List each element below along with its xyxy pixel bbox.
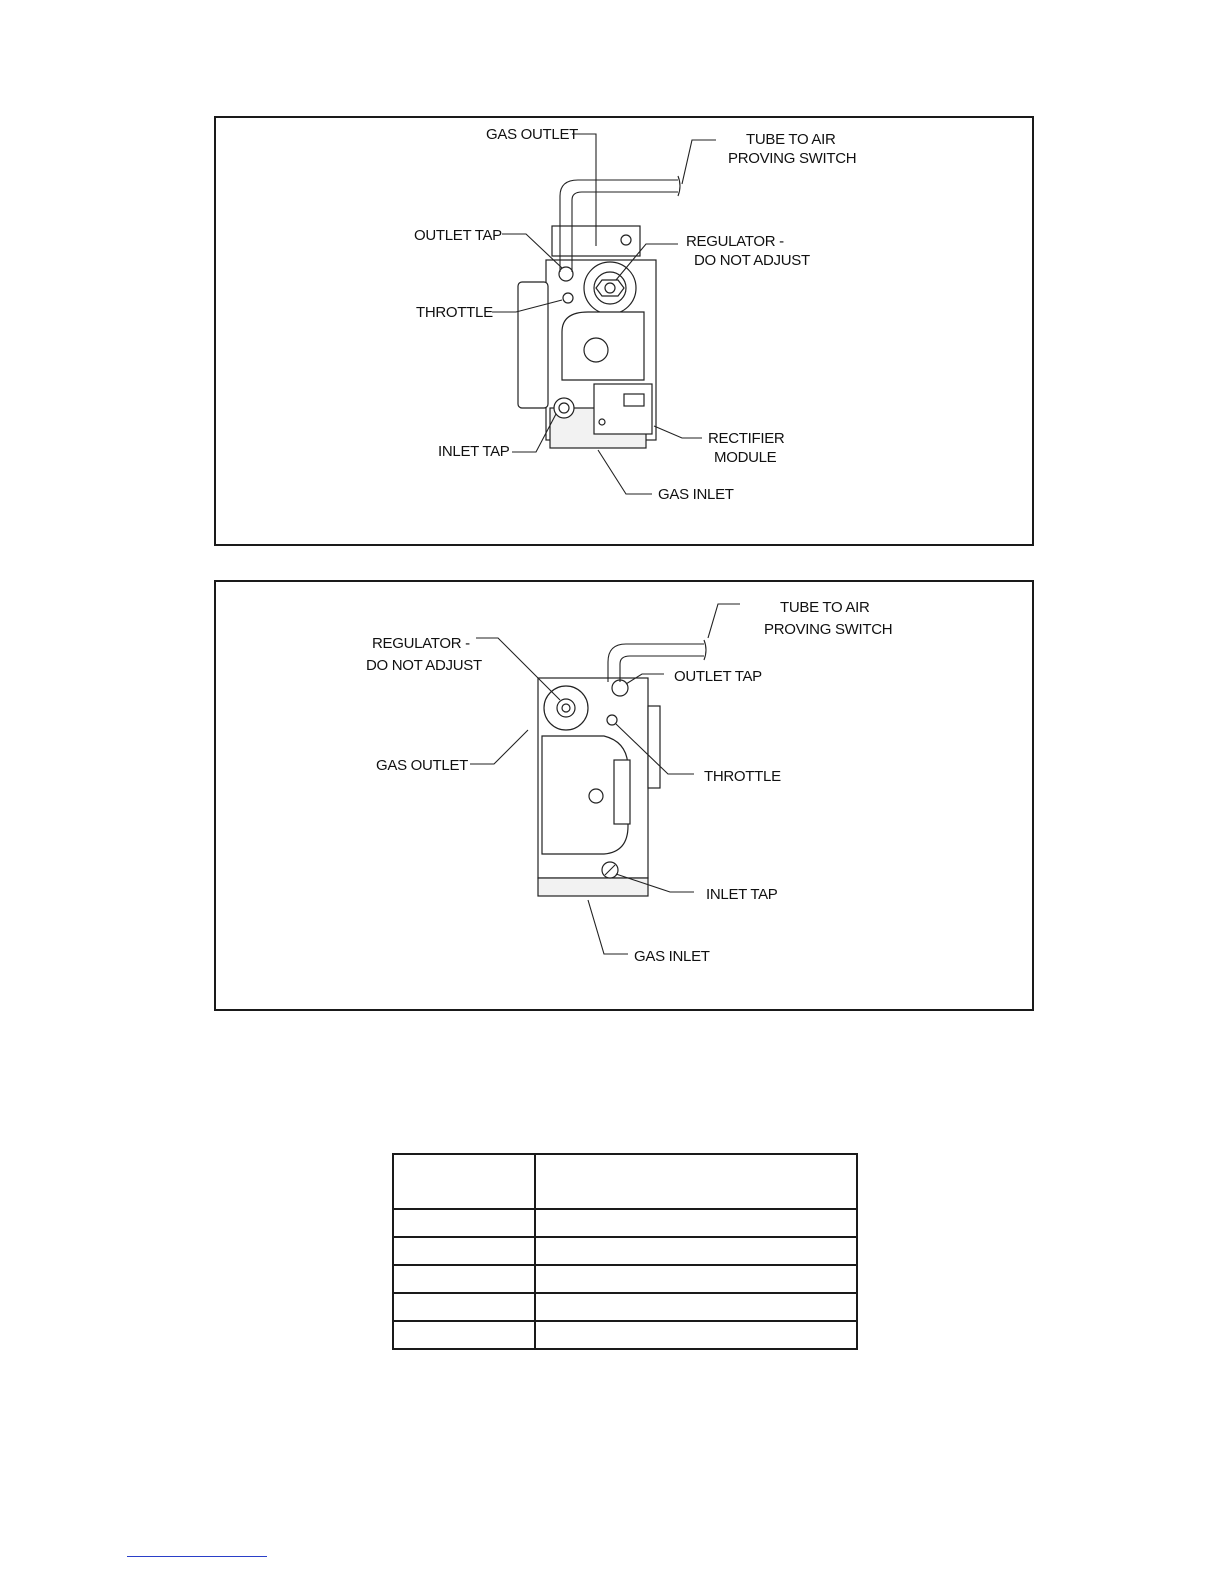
table-cell: [393, 1293, 535, 1321]
label-tube-line2: PROVING SWITCH: [764, 621, 893, 638]
table-cell: [393, 1321, 535, 1349]
data-table: [392, 1153, 858, 1350]
inlet-flange: [538, 878, 648, 896]
label-tube-line1: TUBE TO AIR: [746, 131, 836, 148]
leader-gas-inlet: [598, 450, 652, 494]
bracket-hole: [621, 235, 631, 245]
table-cell: [393, 1209, 535, 1237]
table-cell: [535, 1237, 857, 1265]
side-flange: [648, 706, 660, 788]
label-inlet-tap: INLET TAP: [438, 443, 510, 460]
tube-break: [678, 176, 680, 196]
table-row: [393, 1321, 857, 1349]
table-header-cell: [535, 1154, 857, 1209]
table-cell: [535, 1209, 857, 1237]
outlet-tap: [559, 267, 573, 281]
gas-valve-diagram-bottom: [214, 580, 1034, 1011]
leader-gas-outlet: [470, 730, 528, 764]
label-regulator-line2: DO NOT ADJUST: [694, 252, 810, 269]
label-outlet-tap: OUTLET TAP: [414, 227, 502, 244]
leader-tube: [682, 140, 716, 184]
label-throttle: THROTTLE: [416, 304, 493, 321]
outlet-tap: [612, 680, 628, 696]
table-row: [393, 1209, 857, 1237]
table-cell: [393, 1265, 535, 1293]
connector-block: [614, 760, 630, 824]
throttle-screw: [607, 715, 617, 725]
regulator-screw: [562, 704, 570, 712]
table-cell: [535, 1321, 857, 1349]
gas-valve-drawing-top: [216, 118, 1032, 544]
gas-valve-drawing-bottom: [216, 582, 1032, 1009]
solenoid-center: [584, 338, 608, 362]
label-gas-outlet: GAS OUTLET: [376, 757, 469, 774]
table-header-row: [393, 1154, 857, 1209]
table-row: [393, 1265, 857, 1293]
table-row: [393, 1237, 857, 1265]
label-regulator-line1: REGULATOR -: [372, 635, 470, 652]
label-rectifier-line2: MODULE: [714, 449, 777, 466]
label-gas-inlet: GAS INLET: [658, 486, 734, 503]
throttle-screw: [563, 293, 573, 303]
label-tube-line1: TUBE TO AIR: [780, 599, 870, 616]
leader-rectifier: [654, 426, 702, 438]
label-rectifier-line1: RECTIFIER: [708, 430, 785, 447]
footer-link-underline[interactable]: [127, 1556, 267, 1557]
label-inlet-tap: INLET TAP: [706, 886, 778, 903]
table-cell: [393, 1237, 535, 1265]
side-flange: [518, 282, 548, 408]
leader-gas-inlet: [588, 900, 628, 954]
label-gas-inlet: GAS INLET: [634, 948, 710, 965]
tube-break: [704, 640, 706, 660]
inlet-tap-inner: [559, 403, 569, 413]
cover-screw: [589, 789, 603, 803]
regulator-screw: [605, 283, 615, 293]
table-row: [393, 1293, 857, 1321]
gas-valve-diagram-top: [214, 116, 1034, 546]
rectifier-connector: [624, 394, 644, 406]
label-tube-line2: PROVING SWITCH: [728, 150, 857, 167]
table-cell: [535, 1293, 857, 1321]
label-throttle: THROTTLE: [704, 768, 781, 785]
label-regulator-line2: DO NOT ADJUST: [366, 657, 482, 674]
label-outlet-tap: OUTLET TAP: [674, 668, 762, 685]
rectifier-screw: [599, 419, 605, 425]
table-cell: [535, 1265, 857, 1293]
table-header-cell: [393, 1154, 535, 1209]
leader-tube: [708, 604, 740, 638]
label-regulator-line1: REGULATOR -: [686, 233, 784, 250]
rectifier-module: [594, 384, 652, 434]
label-gas-outlet: GAS OUTLET: [486, 126, 579, 143]
